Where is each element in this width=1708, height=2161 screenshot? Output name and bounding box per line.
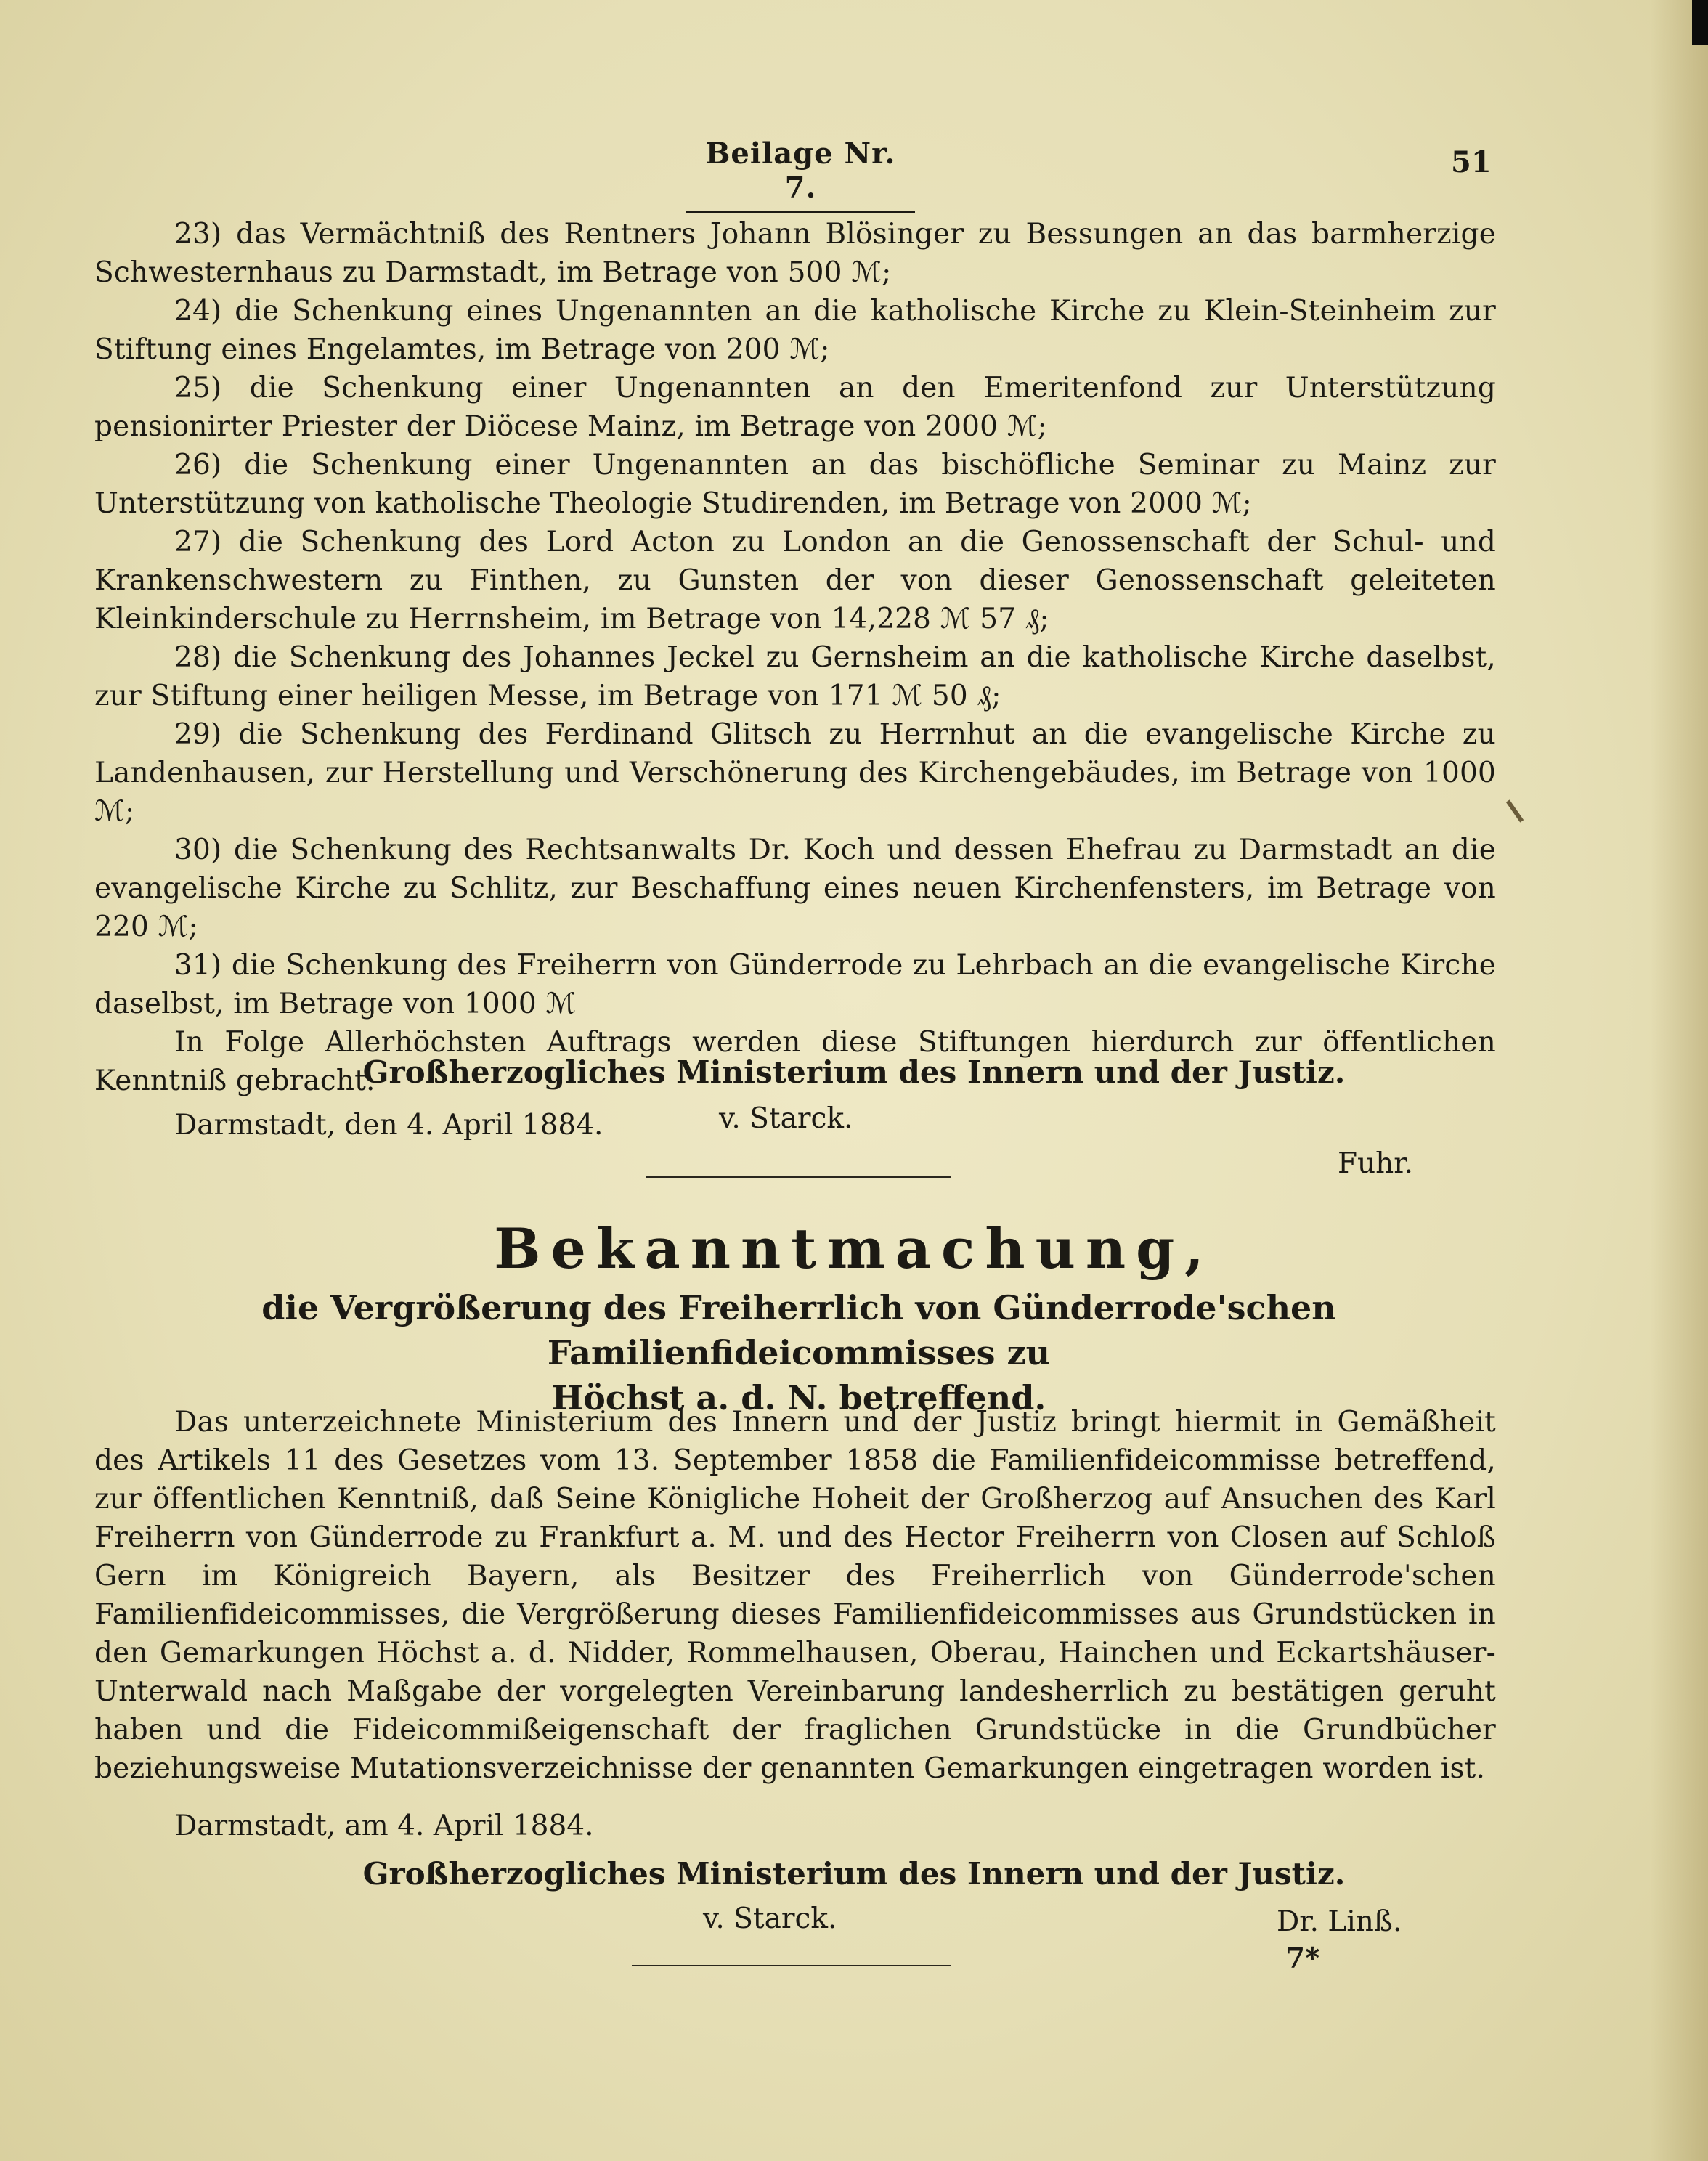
list-item: 26) die Schenkung einer Ungenannten an das bischöfliche Seminar zu Mainz zur Unterstützung von katholische Theologie Studirenden, im Betrage von 2000 ℳ; bbox=[94, 449, 1496, 520]
first-signer-right: Fuhr. bbox=[1338, 1147, 1414, 1180]
first-signer-left: v. Starck. bbox=[719, 1102, 853, 1135]
second-signer-left: v. Starck. bbox=[703, 1902, 837, 1935]
list-item: 30) die Schenkung des Rechtsanwalts Dr. Koch und dessen Ehefrau zu Darmstadt an die evangelische Kirche zu Schlitz, zur Beschaffung eines neuen Kirchenfensters, im Betrage von 220 ℳ; bbox=[94, 834, 1496, 943]
announcement-subtitle bbox=[167, 1285, 1431, 1420]
announcement-title: Bekanntmachung, bbox=[494, 1216, 1214, 1281]
closing-paragraph: In Folge Allerhöchsten Auftrags werden diese Stiftungen hierdurch zur öffentlichen Kenntniß gebracht. bbox=[94, 1026, 1496, 1097]
page-number: 51 bbox=[1451, 145, 1492, 179]
supplement-header: Beilage Nr. 7. bbox=[686, 137, 915, 213]
list-item: 23) das Vermächtniß des Rentners Johann Blösinger zu Bessungen an das barmherzige Schwesternhaus zu Darmstadt, im Betrage von 500 ℳ; bbox=[94, 218, 1496, 289]
list-item: 25) die Schenkung einer Ungenannten an den Emeritenfond zur Unterstützung pensionirter Priester der Diöcese Mainz, im Betrage von 2000 ℳ; bbox=[94, 372, 1496, 443]
subtitle-line-2: Höchst a. d. N. betreffend. bbox=[551, 1378, 1046, 1417]
list-item: 31) die Schenkung des Freiherrn von Günderrode zu Lehrbach an die evangelische Kirche daselbst, im Betrage von 1000 ℳ bbox=[94, 949, 1496, 1020]
first-ministry-signature: Großherzogliches Ministerium des Innern und der Justiz. bbox=[362, 1054, 1346, 1090]
second-dateline: Darmstadt, am 4. April 1884. bbox=[174, 1810, 594, 1842]
first-dateline: Darmstadt, den 4. April 1884. bbox=[174, 1109, 603, 1141]
margin-mark bbox=[1506, 799, 1524, 822]
announcement-body bbox=[94, 1403, 1496, 1845]
second-signer-right: Dr. Linß. bbox=[1277, 1905, 1402, 1938]
announcement-paragraph: Das unterzeichnete Ministerium des Innern und der Justiz bringt hiermit in Gemäßheit des Artikels 11 des Gesetzes vom 13. September 1858 die Familienfideicommisse betreffend, zur öffentlichen Kenntniß, daß Seine Königliche Hoheit der Großherzog auf Ansuchen des Karl Freiherrn von Günderrode zu Frankfurt a. M. und des Hector Freiherrn von Closen auf Schloß Gern im Königreich Bayern, als Besitzer des Freiherrlich von Günderrode'schen Familienfideicommisses, die Vergrößerung dieses Familienfideicommisses aus Grundstücken in den Gemarkungen Höchst a. d. Nidder, Rommelhausen, Oberau, Hainchen und Eckartshäuser-Unterwald nach Maßgabe der vorgelegten Vereinbarung landesherrlich zu bestätigen geruht haben und die Fideicommißeigenschaft der fraglichen Grundstücke in die Grundbücher beziehungsweise Mutationsverzeichnisse der genannten Gemarkungen eingetragen worden ist. bbox=[94, 1406, 1496, 1785]
list-item: 24) die Schenkung eines Ungenannten an die katholische Kirche zu Klein-Steinheim zur Stiftung eines Engelamtes, im Betrage von 200 ℳ; bbox=[94, 295, 1496, 366]
bottom-divider bbox=[632, 1965, 951, 1966]
second-ministry-signature: Großherzogliches Ministerium des Innern und der Justiz. bbox=[362, 1856, 1346, 1892]
subtitle-line-1: die Vergrößerung des Freiherrlich von Günderrode'schen Familienfideicommisses zu bbox=[261, 1288, 1336, 1372]
section-divider bbox=[646, 1176, 951, 1178]
list-item: 29) die Schenkung des Ferdinand Glitsch zu Herrnhut an die evangelische Kirche zu Landenhausen, zur Herstellung und Verschönerung des Kirchengebäudes, im Betrage von 1000 ℳ; bbox=[94, 718, 1496, 828]
endowments-list bbox=[94, 215, 1496, 1144]
signature-mark: 7* bbox=[1285, 1942, 1320, 1975]
scan-corner-mark bbox=[1692, 0, 1708, 45]
list-item: 28) die Schenkung des Johannes Jeckel zu Gernsheim an die katholische Kirche daselbst, zur Stiftung einer heiligen Messe, im Betrage von 171 ℳ 50 ₰; bbox=[94, 641, 1496, 712]
list-item: 27) die Schenkung des Lord Acton zu London an die Genossenschaft der Schul- und Krankenschwestern zu Finthen, zu Gunsten der von dieser Genossenschaft geleiteten Kleinkinderschule zu Herrnsheim, im Betrage von 14,228 ℳ 57 ₰; bbox=[94, 526, 1496, 635]
